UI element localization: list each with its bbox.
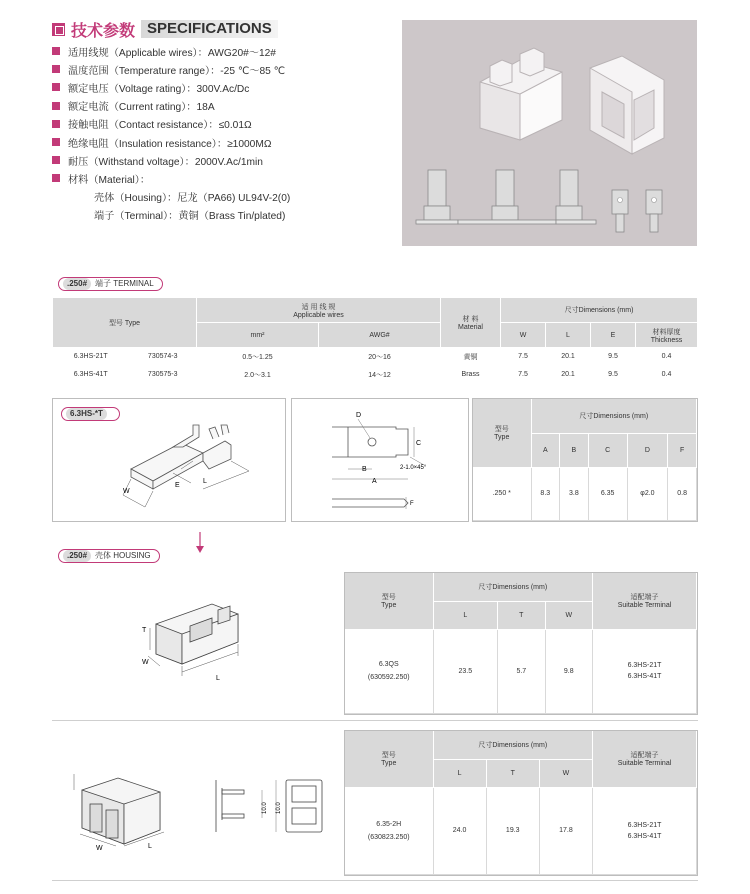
table-row: 6.3QS (630592.250) 23.5 5.7 9.8 6.3HS-21T 6.3HS-41T <box>345 629 697 714</box>
down-arrow-icon <box>194 532 206 554</box>
title-en: SPECIFICATIONS <box>141 20 278 38</box>
housing-iso-drawing-2 <box>60 760 190 850</box>
bullet-icon <box>52 174 60 182</box>
connector-photo-illustration <box>402 20 697 246</box>
dim-l-label: L <box>148 843 152 850</box>
spec-item: 适用线规（Applicable wires）：AWG20#～12# <box>52 42 290 60</box>
terminal-table <box>52 297 698 384</box>
dim-l-label: L <box>203 478 207 485</box>
bullet-icon <box>52 138 60 146</box>
terminal-section-label: .250# 端子 TERMINAL <box>58 277 163 291</box>
section-divider <box>52 880 698 881</box>
col-material: 材 料 Material <box>441 298 501 348</box>
housing-iso-drawing-1 <box>120 590 300 700</box>
col-l: L <box>546 323 591 348</box>
housing-table-panel-2 <box>344 730 698 876</box>
dim-e-label: E <box>175 482 180 489</box>
dim-l-label: L <box>216 675 220 682</box>
col-type: 型号 Type <box>345 573 433 629</box>
terminal-dim-table-panel <box>472 398 698 522</box>
col-w: W <box>501 323 546 348</box>
spec-header <box>52 20 278 38</box>
col-awg: AWG# <box>319 323 441 348</box>
terminal-iso-drawing <box>53 399 285 521</box>
bullet-square-icon <box>52 23 65 36</box>
bullet-icon <box>52 120 60 128</box>
bullet-icon <box>52 83 60 91</box>
dim-t-label: T <box>142 627 147 634</box>
spec-sub-item: 端子（Terminal）：黄铜（Brass Tin/plated) <box>94 211 286 223</box>
dim-w-label: W <box>123 488 130 495</box>
spec-item: 温度范围（Temperature range）：-25 ℃～85 ℃ <box>52 60 290 78</box>
dim-b-label: B <box>362 466 367 473</box>
spec-item: 额定电压（Voltage rating）：300V.Ac/Dc <box>52 78 290 96</box>
terminal-tech-panel <box>291 398 469 522</box>
col-suitable-terminal: 适配端子 Suitable Terminal <box>593 731 697 787</box>
col-suitable-terminal: 适配端子 Suitable Terminal <box>593 573 697 629</box>
title-cn: 技术参数 <box>71 22 136 40</box>
col-thickness: 材料厚度 Thickness <box>636 323 698 348</box>
spec-sub-item: 壳体（Housing）：尼龙（PA66) UL94V-2(0) <box>94 193 291 205</box>
spec-item: 额定电流（Current rating）：18A <box>52 97 290 115</box>
dim-w-label: W <box>142 659 149 666</box>
housing-table-panel-1 <box>344 572 698 715</box>
col-wires: 适 用 线 规 Applicable wires <box>197 298 441 323</box>
table-row: .250 * 8.3 3.8 6.35 φ2.0 0.8 <box>473 467 697 521</box>
dim-c-label: C <box>416 440 422 447</box>
terminal-tech-drawing <box>292 399 468 521</box>
table-row: 6.35-2H (630823.250) 24.0 19.3 17.8 6.3HS-21T 6.3HS-41T <box>345 787 697 875</box>
section-divider <box>52 720 698 721</box>
housing-section-label: .250# 壳体 HOUSING <box>58 549 160 563</box>
spec-list <box>52 42 290 224</box>
product-photo <box>402 20 697 246</box>
dim-w-label: W <box>96 845 103 850</box>
spec-item: 材料（Material）： <box>52 169 290 187</box>
dim-f-label: F <box>410 501 414 507</box>
bullet-icon <box>52 102 60 110</box>
col-type: 型号 Type <box>53 298 197 348</box>
spec-item: 耐压（Withstand voltage）：2000V.Ac/1min <box>52 151 290 169</box>
col-type: 型号 Type <box>473 399 531 467</box>
col-type: 型号 Type <box>345 731 433 787</box>
spec-item: 接触电阻（Contact resistance）：≤0.01Ω <box>52 115 290 133</box>
col-dimensions: 尺寸Dimensions (mm) <box>531 399 697 433</box>
bullet-icon <box>52 47 60 55</box>
spec-item: 绝缘电阻（Insulation resistance）：≥1000MΩ <box>52 133 290 151</box>
col-dimensions: 尺寸Dimensions (mm) <box>501 298 698 323</box>
col-mm: mm² <box>197 323 319 348</box>
bullet-icon <box>52 156 60 164</box>
housing-tech-drawing-2 <box>206 770 336 840</box>
terminal-iso-panel <box>52 398 286 522</box>
terminal-dim-table: 型号 Type 尺寸Dimensions (mm) A B C D F .250 * 8.3 3.8 6.35 φ2.0 0.8 <box>473 399 697 521</box>
col-e: E <box>591 323 636 348</box>
bullet-icon <box>52 65 60 73</box>
col-dimensions: 尺寸Dimensions (mm) <box>433 573 593 601</box>
dim-d-label: D <box>356 412 362 419</box>
table-row: 6.3HS-21T 730574-3 0.5～1.25 20～16 黄铜 7.5 20.1 9.5 0.4 <box>53 348 698 366</box>
dim-10-label-2: 10.0 <box>276 802 282 814</box>
housing-table-2: 型号 Type 尺寸Dimensions (mm) 适配端子 Suitable Terminal L T W 6.35-2H (630823.250) 24.0 19.3 17.8 6.3HS-21T 6.3HS-41T <box>345 731 697 875</box>
dim-chamfer-label: 2-1.0×45° <box>400 465 427 471</box>
terminal-detail-label: 6.3HS-*T <box>61 407 120 421</box>
housing-table-1: 型号 Type 尺寸Dimensions (mm) 适配端子 Suitable Terminal L T W 6.3QS (630592.250) 23.5 5.7 9.8 6.3HS-21T 6.3HS-41T <box>345 573 697 714</box>
table-row: 6.3HS-41T 730575-3 2.0～3.1 14～12 Brass 7.5 20.1 9.5 0.4 <box>53 366 698 384</box>
dim-10-label-1: 10.0 <box>262 802 268 814</box>
dim-a-label: A <box>372 478 377 485</box>
col-dimensions: 尺寸Dimensions (mm) <box>433 731 593 759</box>
